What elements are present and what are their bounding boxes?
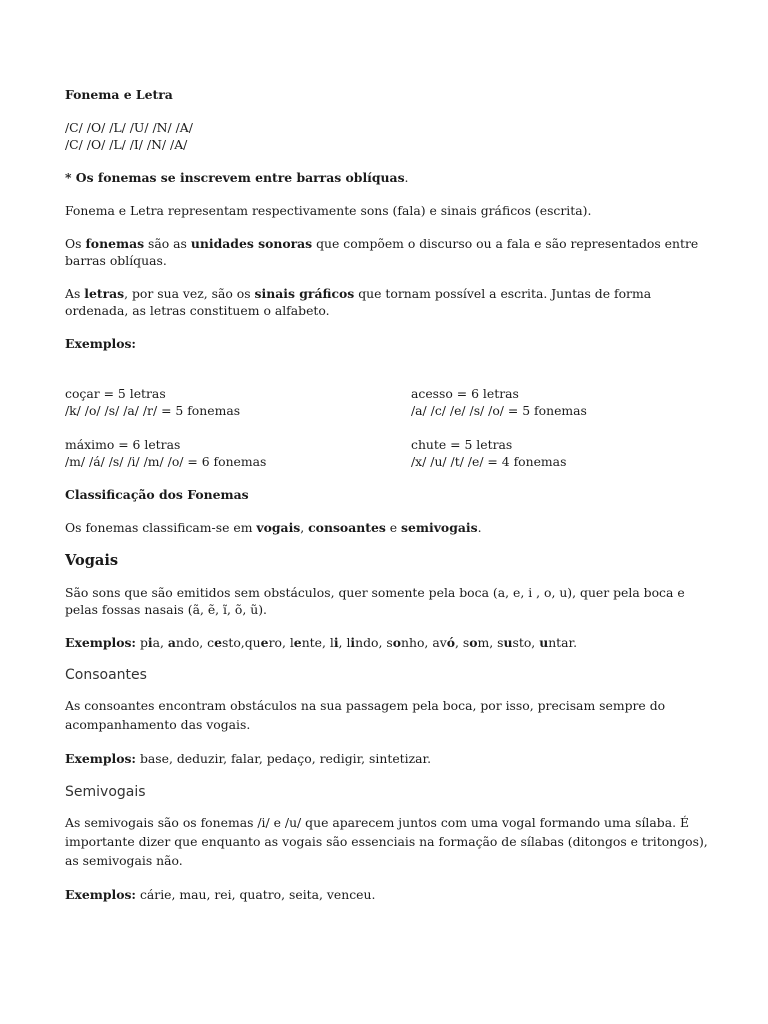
vogais-examples — [65, 634, 715, 651]
vogais-paragraph: São sons que são emitidos sem obstáculos, quer somente pela boca (a, e, i , o, u), quer pela boca e pelas fossas nasais (ã, ẽ, ĩ, õ, ũ). — [65, 585, 685, 617]
intro-paragraph: Fonema e Letra representam respectivamente sons (fala) e sinais gráficos (escrita). — [65, 203, 592, 218]
consoantes-paragraph: As consoantes encontram obstáculos na sua passagem pela boca, por isso, precisam sempre do acompanhamento das vogais. — [65, 698, 666, 732]
example-phonemes: /k/ /o/ /s/ /a/ /r/ = 5 fonemas — [65, 403, 241, 418]
classificacao-text-1: Os fonemas classificam-se em — [65, 520, 257, 535]
slash-note-end: . — [404, 170, 409, 185]
vowel-example-vowel: i — [350, 635, 356, 650]
vowel-example-prefix: l — [346, 635, 351, 650]
colar-phonemes: /C/ /O/ /L/ /U/ /N/ /A/ — [65, 120, 193, 135]
consoantes-heading: Consoantes — [65, 667, 147, 683]
vogais-examples-label: Exemplos: — [65, 635, 137, 650]
vowel-example-vowel: u — [503, 635, 513, 650]
vowel-example-prefix: l — [329, 635, 334, 650]
vowel-example-word — [136, 635, 168, 650]
consoantes-examples-label: Exemplos: — [65, 751, 137, 766]
example-phonemes: /a/ /c/ /e/ /s/ /o/ = 5 fonemas — [411, 403, 587, 418]
fonemas-bold-1: fonemas — [85, 236, 145, 251]
vowel-example-prefix: l — [289, 635, 294, 650]
semivogais-examples — [65, 886, 715, 903]
examples-grid — [65, 385, 715, 470]
example-chute — [411, 436, 711, 470]
classificacao-text-2: , — [300, 520, 309, 535]
vowel-example-prefix: s — [462, 635, 470, 650]
classificacao-text-3: e — [385, 520, 402, 535]
letras-text-1: As — [65, 286, 85, 301]
vowel-example-vowel: i — [147, 635, 153, 650]
vowel-example-vowel: o — [469, 635, 478, 650]
vowel-example-suffix: sto, — [512, 635, 540, 650]
vowel-example-vowel: a — [167, 635, 176, 650]
example-cocar — [65, 385, 411, 419]
slash-note — [65, 169, 715, 186]
vowel-example-suffix: , — [454, 635, 463, 650]
example-word: coçar = 5 letras — [65, 386, 166, 401]
vowel-example-suffix: nho, — [401, 635, 433, 650]
vowel-example-word — [168, 635, 207, 650]
vowel-example-word — [497, 635, 539, 650]
vowel-example-suffix: ntar. — [548, 635, 578, 650]
fonemas-text-3: que compõem o discurso ou a fala e são representados entre barras oblíquas. — [65, 236, 699, 268]
classificacao-text-4: . — [477, 520, 482, 535]
semivogais-paragraph: As semivogais são os fonemas /i/ e /u/ que aparecem juntos com uma vogal formando uma sílaba. É importante dizer que enquanto as vogais são essenciais na formação de sílabas (ditongos e tritongos), as semivogais não. — [65, 815, 708, 868]
classificacao-bold-consoantes: consoantes — [308, 520, 386, 535]
classificacao-bold-semivogais: semivogais — [401, 520, 478, 535]
vowel-example-suffix: ndo, — [355, 635, 387, 650]
vowel-example-word — [539, 635, 577, 650]
fonemas-paragraph — [65, 235, 715, 269]
example-word: acesso = 6 letras — [411, 386, 519, 401]
vogais-heading: Vogais — [65, 552, 119, 569]
classificacao-paragraph — [65, 519, 715, 536]
vowel-example-prefix: s — [497, 635, 504, 650]
vowel-example-prefix: qu — [244, 635, 261, 650]
letras-bold-1: letras — [84, 286, 125, 301]
vowel-example-vowel: i — [333, 635, 339, 650]
consoantes-examples-text: base, deduzir, falar, pedaço, redigir, sintetizar. — [136, 751, 432, 766]
exemplos-heading: Exemplos: — [65, 336, 137, 351]
vowel-example-word — [432, 635, 463, 650]
semivogais-examples-text: cárie, mau, rei, quatro, seita, venceu. — [136, 887, 376, 902]
vowel-example-suffix: m, — [477, 635, 498, 650]
example-maximo — [65, 436, 411, 470]
document-title: Fonema e Letra — [65, 87, 173, 102]
consoantes-examples — [65, 750, 715, 767]
vowel-example-vowel: e — [293, 635, 302, 650]
semivogais-heading: Semivogais — [65, 784, 146, 800]
colina-phonemes: /C/ /O/ /L/ /I/ /N/ /A/ — [65, 137, 188, 152]
classificacao-bold-vogais: vogais — [256, 520, 301, 535]
vowel-example-suffix: ro, — [268, 635, 290, 650]
vowel-example-suffix: , — [338, 635, 347, 650]
vowel-example-vowel: e — [214, 635, 222, 650]
vowel-example-word — [245, 635, 290, 650]
vogais-examples-list — [136, 635, 577, 650]
vowel-example-prefix: av — [432, 635, 447, 650]
vowel-example-word — [290, 635, 330, 650]
semivogais-examples-label: Exemplos: — [65, 887, 137, 902]
example-phonemes: /m/ /á/ /s/ /i/ /m/ /o/ = 6 fonemas — [65, 454, 267, 469]
fonemas-text-1: Os — [65, 236, 86, 251]
example-acesso — [411, 385, 711, 419]
vowel-example-suffix: sto, — [222, 635, 245, 650]
vowel-example-prefix: c — [207, 635, 215, 650]
example-word: chute = 5 letras — [411, 437, 513, 452]
classificacao-heading: Classificação dos Fonemas — [65, 487, 249, 502]
vowel-example-word — [463, 635, 497, 650]
fonemas-bold-2: unidades sonoras — [190, 236, 313, 251]
document-page — [65, 86, 715, 903]
vowel-example-vowel: ó — [446, 635, 455, 650]
vowel-example-suffix: nte, — [301, 635, 330, 650]
letras-text-2: , por sua vez, são os — [124, 286, 255, 301]
example-phonemes: /x/ /u/ /t/ /e/ = 4 fonemas — [411, 454, 567, 469]
vowel-example-word — [330, 635, 347, 650]
letras-paragraph — [65, 285, 715, 319]
letras-bold-2: sinais gráficos — [254, 286, 355, 301]
vowel-example-vowel: o — [392, 635, 401, 650]
vowel-example-word — [386, 635, 432, 650]
vowel-example-suffix: a, — [152, 635, 168, 650]
example-word: máximo = 6 letras — [65, 437, 181, 452]
vowel-example-vowel: e — [260, 635, 269, 650]
vowel-example-word — [207, 635, 245, 650]
letras-text-3: que tornam possível a escrita. Juntas de forma ordenada, as letras constituem o alfabeto. — [65, 286, 652, 318]
vowel-example-prefix: p — [136, 635, 148, 650]
slash-note-bold: * Os fonemas se inscrevem entre barras oblíquas — [65, 170, 405, 185]
vowel-example-suffix: ndo, — [175, 635, 208, 650]
vowel-example-word — [346, 635, 386, 650]
vowel-example-vowel: u — [539, 635, 549, 650]
fonemas-text-2: são as — [144, 236, 191, 251]
vowel-example-prefix: s — [386, 635, 393, 650]
